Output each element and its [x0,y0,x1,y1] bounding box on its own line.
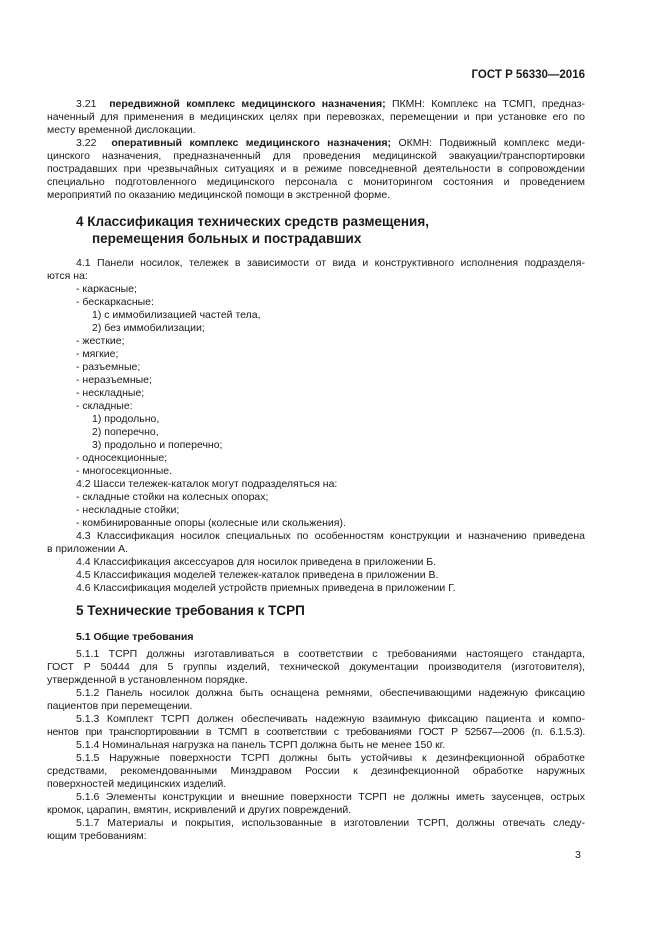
definition-text: ОКМН: Подвижный комплекс меди- [391,137,585,149]
definition-3-22-line-4: специально подготовленного медицинского персонала с мониторингом состояния и проведением [47,176,585,188]
list-item: - неразъемные; [76,374,152,386]
list-item: - нескладные стойки; [76,504,180,516]
list-item: - односекционные; [76,452,168,464]
clause-4-1-line-1: 4.1 Панели носилок, тележек в зависимости от вида и конструктивного исполнения подразделя- [76,257,585,269]
clause-4-2: 4.2 Шасси тележек-каталок могут подразделяться на: [76,478,338,490]
clause-5-1-3-line-2: нентов при транспортировании в ТСМП в соответствии с требованиями ГОСТ Р 52567—2006 (п. 6.1.5.3). [47,726,585,738]
clause-5-1-7-line-2: ющим требованиям: [47,830,147,842]
subsection-5-1-heading: 5.1 Общие требования [76,631,194,643]
clause-5-1-5-line-1: 5.1.5 Наружные поверхности ТСРП должны быть устойчивы к дезинфекционной обработке [76,752,585,764]
clause-5-1-6-line-1: 5.1.6 Элементы конструкции и внешние поверхности ТСРП не должны иметь заусенцев, острых [76,791,585,803]
clause-4-1-line-2: ются на: [47,270,88,282]
list-item: 1) с иммобилизацией частей тела, [92,309,261,321]
list-item: 2) поперечно, [92,426,159,438]
clause-5-1-2-line-1: 5.1.2 Панель носилок должна быть оснащена ремнями, обеспечивающими надежную фиксацию [76,687,585,699]
list-item: - многосекционные. [76,465,173,477]
clause-4-3-line-1: 4.3 Классификация носилок специальных по особенностям конструкции и назначению приведена [76,530,585,542]
definition-number: 3.22 [76,137,97,149]
list-item: - бескаркасные: [76,296,154,308]
section-5-heading: 5 Технические требования к ТСРП [76,603,305,618]
clause-4-5: 4.5 Классификация моделей тележек-каталок приведена в приложении В. [76,569,439,581]
list-item: 3) продольно и поперечно; [92,439,223,451]
definition-term: оперативный комплекс медицинского назначения; [111,137,391,149]
clause-5-1-5-line-2: средствами, рекомендованными Минздравом России к дезинфекционной обработке наружных [47,765,585,777]
clause-5-1-4: 5.1.4 Номинальная нагрузка на панель ТСРП должна быть не менее 150 кг. [76,739,446,751]
definition-text: ПКМН: Комплекс на ТСМП, предназ- [385,98,585,110]
clause-5-1-6-line-2: кромок, царапин, вмятин, искривлений и других повреждений. [47,804,352,816]
clause-5-1-7-line-1: 5.1.7 Материалы и покрытия, использованные в изготовлении ТСРП, должны отвечать следу- [76,817,585,829]
clause-4-3-line-2: в приложении А. [47,543,129,555]
definition-3-22-line-2: цинского назначения, предназначенный для проведения медицинской эвакуации/транспортировки [47,150,585,162]
section-4-heading-line-1: 4 Классификация технических средств размещения, [76,214,429,229]
clause-4-4: 4.4 Классификация аксессуаров для носилок приведена в приложении Б. [76,556,437,568]
definition-3-21-line-3: месту временной дислокации. [47,124,196,136]
list-item: - каркасные; [76,283,137,295]
definition-3-21-line-2: наченный для применения в медицинских целях при перевозках, перемещении и при установке его по [47,111,585,123]
definition-3-21-line-1 [76,98,585,111]
list-item: - складные: [76,400,133,412]
definition-3-22-line-5: мероприятий по оказанию медицинской помощи в экстренной форме. [47,189,391,201]
definition-3-22-line-1 [76,137,585,150]
clause-5-1-1-line-1: 5.1.1 ТСРП должны изготавливаться в соответствии с требованиями настоящего стандарта, [76,648,585,660]
clause-5-1-1-line-2: ГОСТ Р 50444 для 5 группы изделий, технической документации производителя (изготовителя), [47,661,585,673]
list-item: - разъемные; [76,361,141,373]
definition-3-22-line-3: пострадавших при чрезвычайных ситуациях и в режиме повседневной деятельности в сопровождении [47,163,585,175]
clause-5-1-3-line-1: 5.1.3 Комплект ТСРП должен обеспечивать надежную взаимную фиксацию пациента и компо- [76,713,585,725]
clause-5-1-1-line-3: утвержденной в установленном порядке. [47,674,248,686]
section-4-heading-line-2: перемещения больных и пострадавших [92,231,362,246]
clause-5-1-5-line-3: поверхностей медицинских изделий. [47,778,227,790]
list-item: - нескладные; [76,387,145,399]
list-item: - мягкие; [76,348,119,360]
definition-number: 3.21 [76,98,97,110]
clause-5-1-2-line-2: пациентов при перемещении. [47,700,193,712]
list-item: 1) продольно, [92,413,160,425]
standard-code: ГОСТ Р 56330—2016 [471,69,585,81]
list-item: - жесткие; [76,335,125,347]
list-item: - комбинированные опоры (колесные или скольжения). [76,517,346,529]
clause-4-6: 4.6 Классификация моделей устройств приемных приведена в приложении Г. [76,582,456,594]
definition-term: передвижной комплекс медицинского назначения; [109,98,386,110]
list-item: - складные стойки на колесных опорах; [76,491,269,503]
page-number: 3 [575,849,581,861]
list-item: 2) без иммобилизации; [92,322,205,334]
